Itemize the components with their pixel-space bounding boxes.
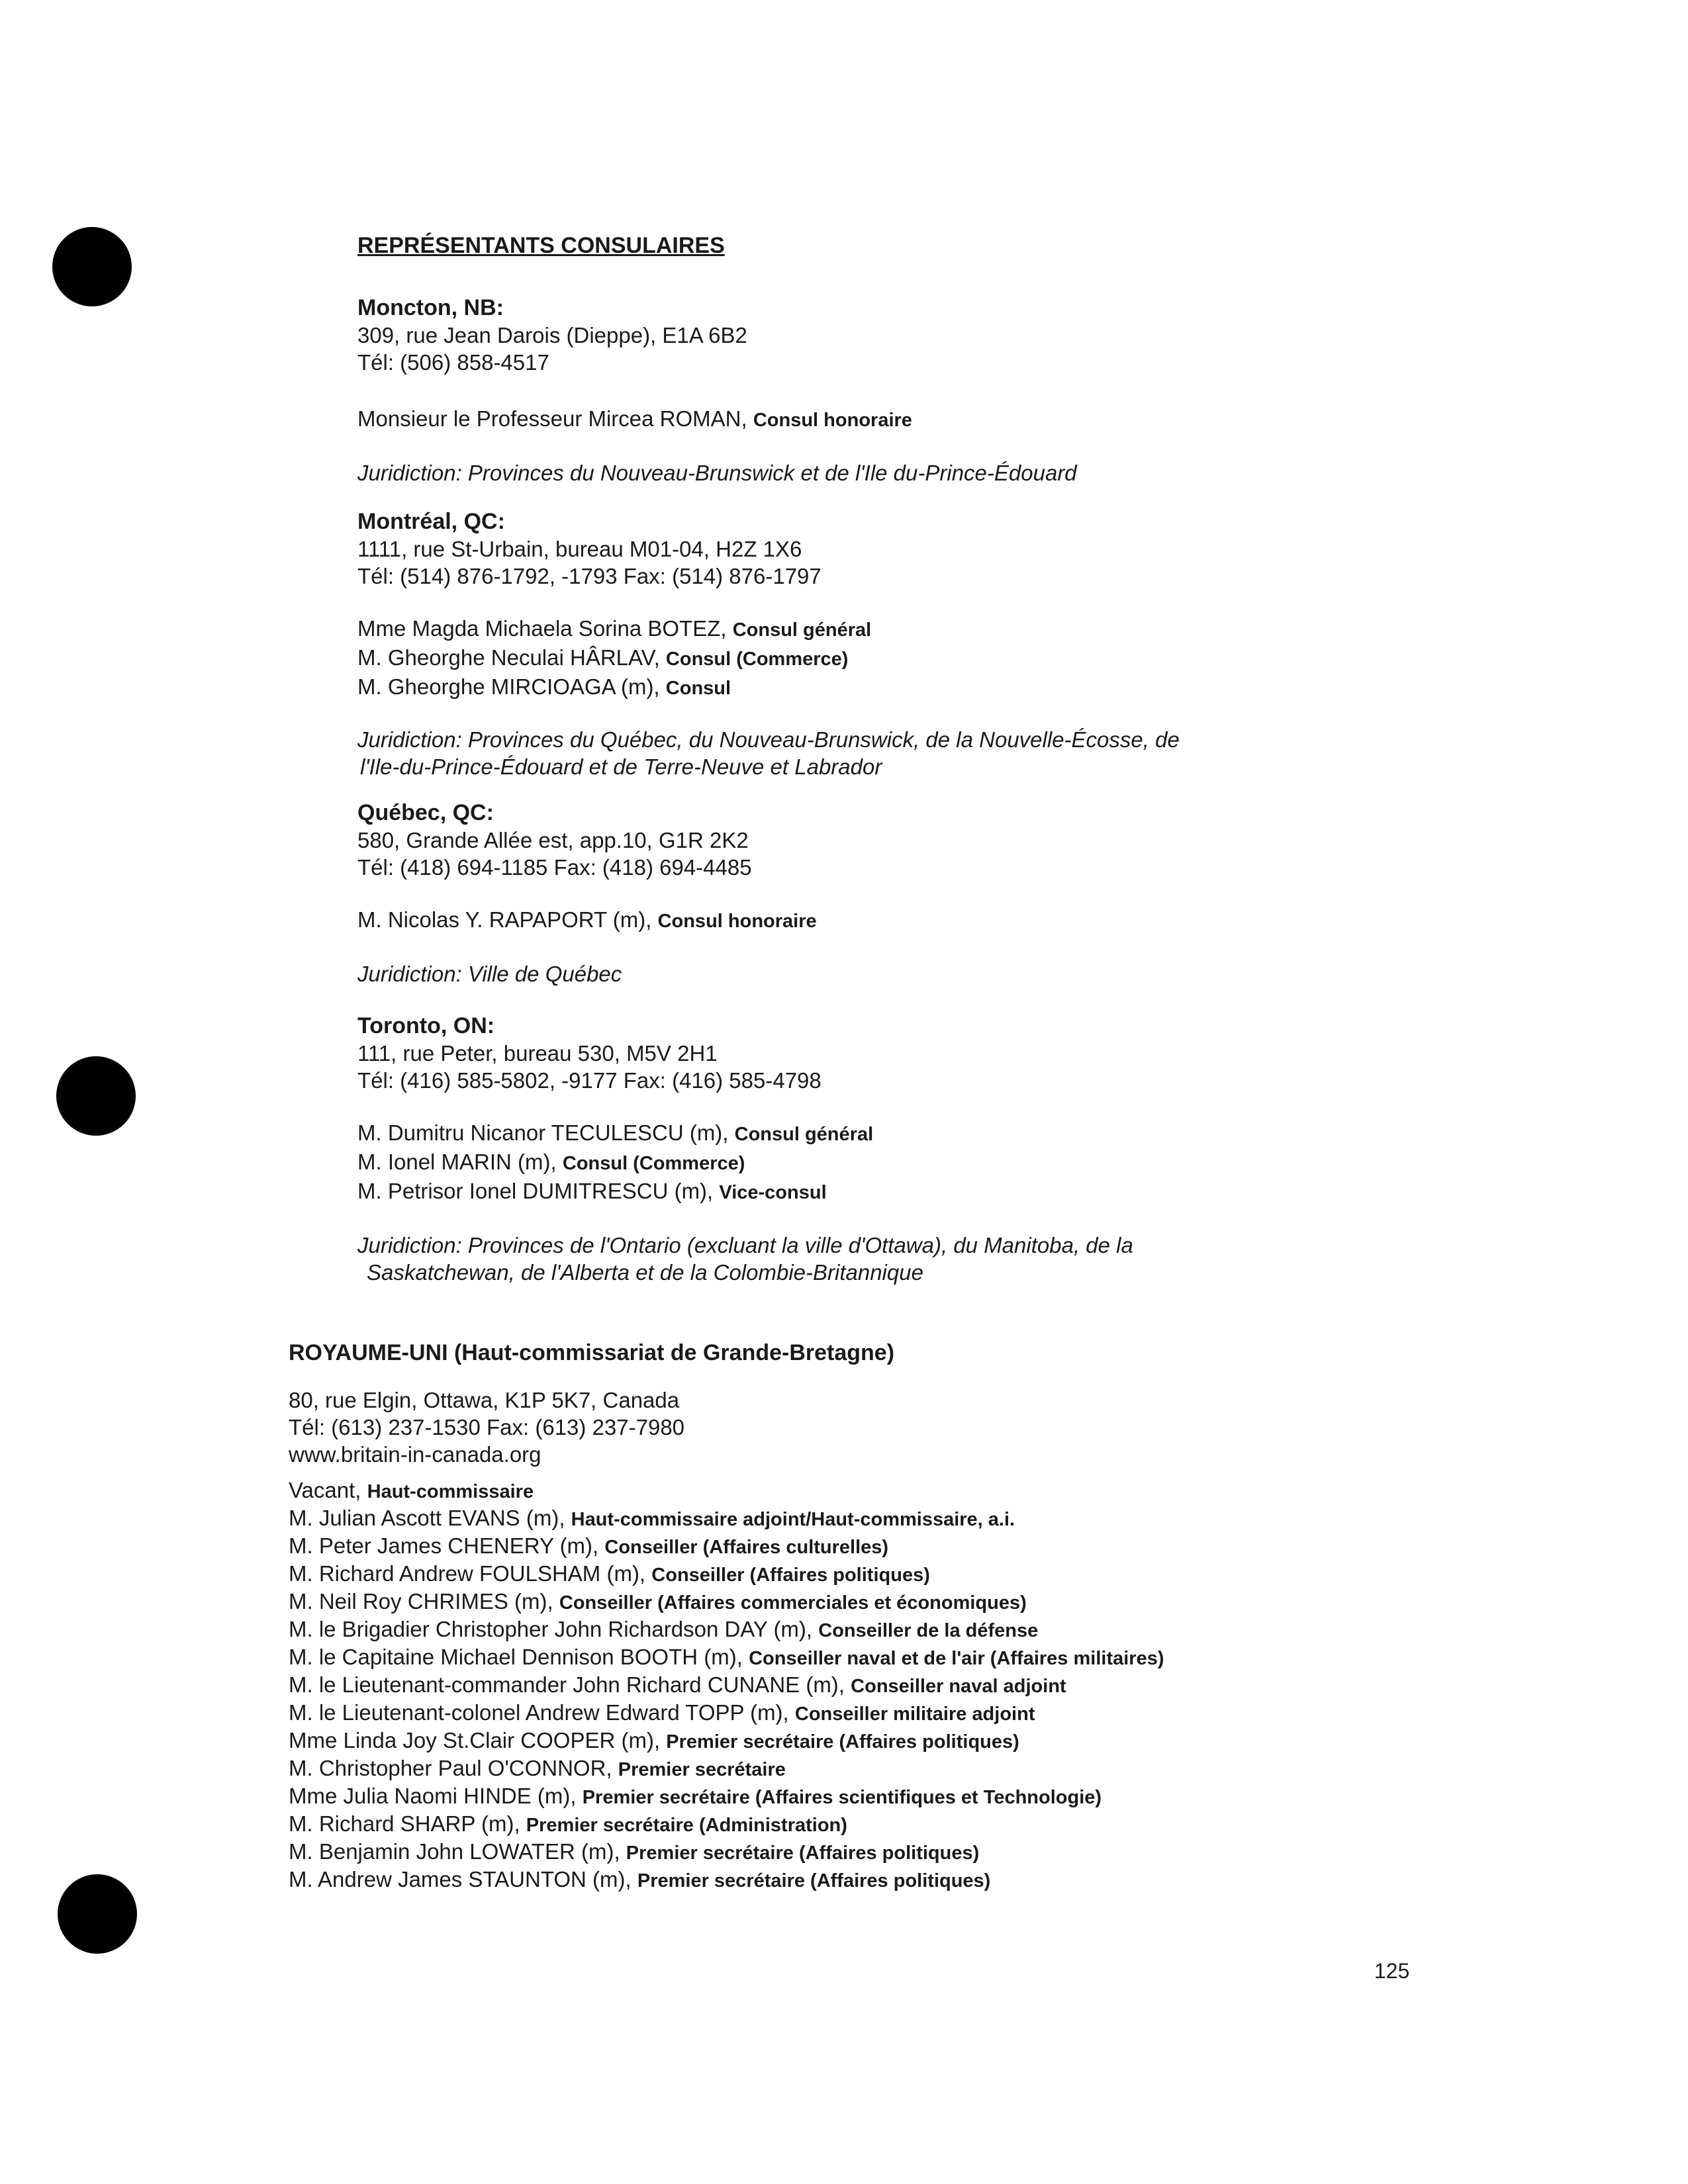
staff-role: Consul honoraire [657,911,817,932]
address: 580, Grande Allée est, app.10, G1R 2K2 [357,828,749,852]
staff-name: Mme Magda Michaela Sorina BOTEZ, [357,616,727,641]
staff-entry [289,1755,1613,1783]
jurisdiction: Juridiction: Ville de Québec [357,962,622,986]
staff-role: Conseiller militaire adjoint [794,1704,1035,1725]
staff-name: Monsieur le Professeur Mircea ROMAN, [357,406,747,431]
consulate-montreal [357,508,1615,780]
jurisdiction: Juridiction: Provinces de l'Ontario (excluant la ville d'Ottawa), du Manitoba, de la [357,1233,1133,1257]
country-heading: ROYAUME-UNI (Haut-commissariat de Grande-Bretagne) [289,1340,895,1365]
staff-entry [357,644,1615,673]
uk-contact [289,1387,1613,1468]
staff-entry [289,1505,1613,1533]
phone: Tél: (514) 876-1792, -1793 Fax: (514) 876-1797 [357,564,821,588]
staff-name: M. le Lieutenant-commander John Richard CUNANE (m), [289,1672,845,1697]
staff-name: M. Gheorghe Neculai HÂRLAV, [357,645,660,670]
staff-name: M. le Capitaine Michael Dennison BOOTH (m), [289,1645,743,1669]
staff-entry [289,1588,1613,1616]
staff-role: Premier secrétaire [618,1759,786,1780]
staff-entry [357,1177,1615,1206]
staff-name: M. le Lieutenant-colonel Andrew Edward TOPP (m), [289,1700,789,1725]
jurisdiction: l'Ile-du-Prince-Édouard et de Terre-Neuve et Labrador [360,754,882,779]
staff-name: M. le Brigadier Christopher John Richardson DAY (m), [289,1617,813,1641]
staff-entry [289,1866,1613,1894]
staff-entry [289,1811,1613,1839]
phone: Tél: (416) 585-5802, -9177 Fax: (416) 585-4798 [357,1068,821,1093]
staff-entry [357,615,1615,644]
staff-role: Consul [665,678,731,699]
staff-role: Consul (Commerce) [665,649,849,670]
staff-role: Vice-consul [719,1182,827,1203]
phone: Tél: (418) 694-1185 Fax: (418) 694-4485 [357,855,752,880]
staff-role: Consul général [732,619,872,641]
staff-role: Premier secrétaire (Administration) [526,1815,847,1836]
staff-name: M. Richard SHARP (m), [289,1811,520,1836]
address: 80, rue Elgin, Ottawa, K1P 5K7, Canada [289,1388,680,1412]
address: 1111, rue St-Urbain, bureau M01-04, H2Z 1X6 [357,537,802,561]
staff-role: Haut-commissaire [367,1481,534,1502]
staff-role: Consul général [734,1124,874,1145]
staff-entry [357,1119,1615,1148]
staff-name: Vacant, [289,1478,361,1502]
staff-name: M. Neil Roy CHRIMES (m), [289,1589,553,1614]
staff-role: Conseiller naval et de l'air (Affaires militaires) [749,1648,1164,1669]
staff-entry [289,1477,1613,1505]
staff-name: M. Ionel MARIN (m), [357,1150,557,1174]
address: 111, rue Peter, bureau 530, M5V 2H1 [357,1041,718,1066]
binder-hole [52,227,132,306]
binder-hole [56,1056,136,1136]
staff-role: Conseiller de la défense [818,1620,1039,1641]
staff-entry [289,1839,1613,1866]
staff-name: M. Peter James CHENERY (m), [289,1533,599,1558]
website: www.britain-in-canada.org [289,1442,541,1467]
binder-hole [58,1874,137,1954]
city-heading: Toronto, ON: [357,1013,495,1038]
staff-name: M. Christopher Paul O'CONNOR, [289,1756,612,1780]
staff-name: Mme Julia Naomi HINDE (m), [289,1784,577,1808]
staff-role: Premier secrétaire (Affaires politiques) [626,1843,980,1864]
staff-name: Mme Linda Joy St.Clair COOPER (m), [289,1728,661,1752]
staff-role: Consul honoraire [753,410,912,431]
staff-name: M. Petrisor Ionel DUMITRESCU (m), [357,1179,714,1203]
staff-entry [289,1783,1613,1811]
consulate-toronto [357,1013,1615,1286]
staff-name: M. Benjamin John LOWATER (m), [289,1839,620,1864]
staff-entry [357,673,1615,702]
consulate-quebec [357,799,1615,987]
city-heading: Moncton, NB: [357,295,504,320]
staff-role: Conseiller (Affaires commerciales et économiques) [559,1592,1027,1614]
staff-role: Conseiller (Affaires politiques) [651,1565,930,1586]
staff-entry [357,1148,1615,1177]
staff-name: M. Andrew James STAUNTON (m), [289,1867,632,1891]
staff-entry [289,1644,1613,1672]
page-number: 125 [1374,1959,1410,1983]
staff-name: M. Julian Ascott EVANS (m), [289,1506,565,1530]
phone: Tél: (613) 237-1530 Fax: (613) 237-7980 [289,1415,685,1439]
consulate-moncton [357,295,1615,486]
staff-entry [357,405,1615,434]
staff-entry [357,906,1615,935]
uk-staff-list [289,1477,1613,1894]
jurisdiction: Juridiction: Provinces du Québec, du Nouveau-Brunswick, de la Nouvelle-Écosse, de [357,727,1180,752]
jurisdiction: Juridiction: Provinces du Nouveau-Brunswick et de l'Ile du-Prince-Édouard [357,461,1077,485]
staff-entry [289,1616,1613,1644]
staff-name: M. Richard Andrew FOULSHAM (m), [289,1561,646,1586]
address: 309, rue Jean Darois (Dieppe), E1A 6B2 [357,323,747,347]
staff-role: Premier secrétaire (Affaires scientifiques et Technologie) [582,1787,1102,1808]
jurisdiction: Saskatchewan, de l'Alberta et de la Colombie-Britannique [367,1260,923,1285]
staff-name: M. Nicolas Y. RAPAPORT (m), [357,907,652,932]
staff-role: Consul (Commerce) [562,1153,745,1174]
staff-entry [289,1533,1613,1561]
staff-entry [289,1672,1613,1700]
staff-role: Haut-commissaire adjoint/Haut-commissaire, a.i. [571,1509,1015,1530]
city-heading: Québec, QC: [357,800,494,825]
staff-name: M. Gheorghe MIRCIOAGA (m), [357,674,660,699]
staff-entry [289,1700,1613,1727]
city-heading: Montréal, QC: [357,509,505,534]
phone: Tél: (506) 858-4517 [357,350,549,375]
staff-name: M. Dumitru Nicanor TECULESCU (m), [357,1120,729,1145]
staff-entry [289,1561,1613,1588]
staff-role: Conseiller (Affaires culturelles) [604,1537,889,1558]
staff-role: Premier secrétaire (Affaires politiques) [637,1870,991,1891]
staff-role: Conseiller naval adjoint [851,1676,1066,1697]
staff-role: Premier secrétaire (Affaires politiques) [666,1731,1019,1752]
staff-entry [289,1727,1613,1755]
section-title: REPRÉSENTANTS CONSULAIRES [357,233,725,258]
